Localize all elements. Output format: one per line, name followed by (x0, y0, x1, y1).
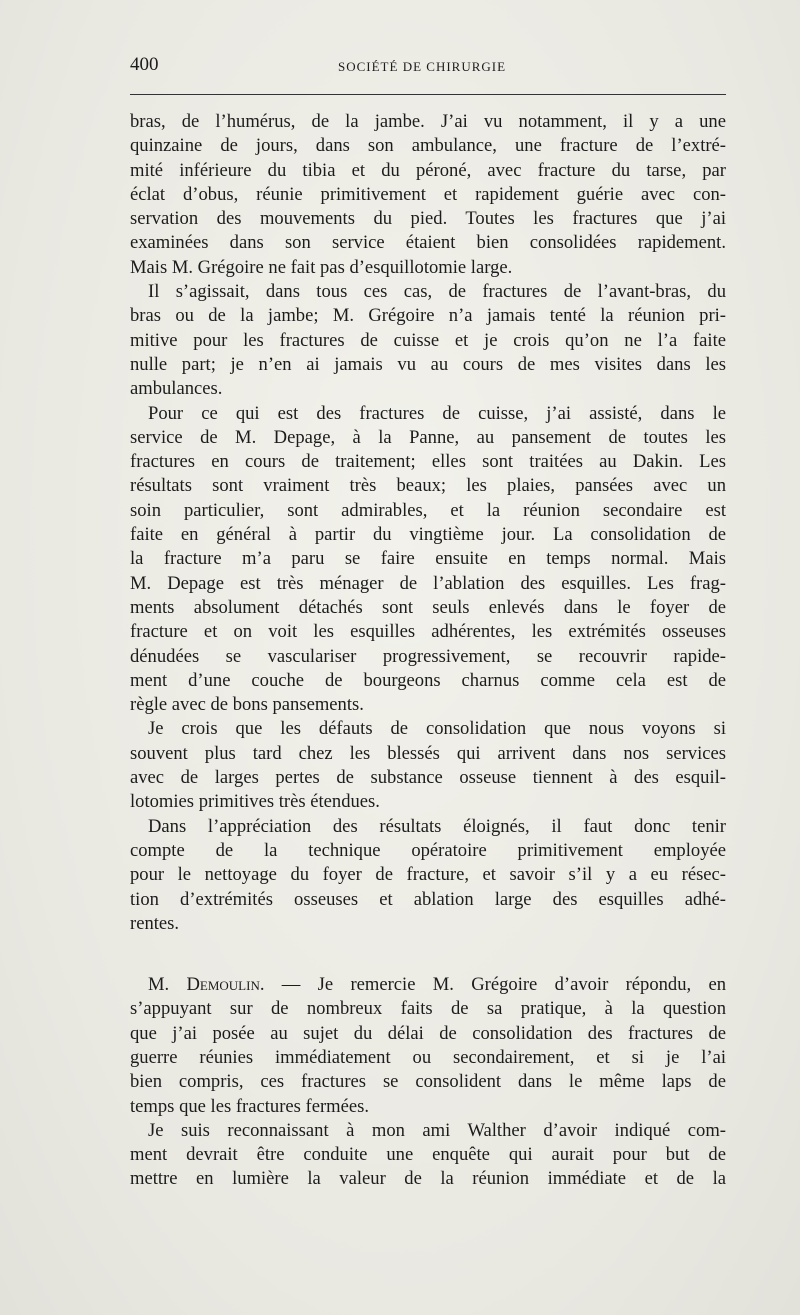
text-line: service de M. Depage, à la Panne, au pansement de toutes les (130, 426, 726, 448)
speaker-name: M. Demoulin. (148, 974, 265, 996)
paragraph-2 (130, 280, 726, 401)
text-line: souvent plus tard chez les blessés qui arrivent dans nos services (130, 742, 726, 764)
text-line: nulle part; je n’en ai jamais vu au cours de mes visites dans les (130, 353, 726, 375)
text-line: faite en général à partir du vingtième jour. La consolidation de (130, 524, 726, 546)
text-line: mité inférieure du tibia et du péroné, avec fracture du tarse, par (130, 159, 726, 181)
text-line: lotomies primitives très étendues. (130, 791, 380, 813)
text-line: résultats sont vraiment très beaux; les plaies, pansées avec un (130, 475, 726, 497)
text-line: Il s’agissait, dans tous ces cas, de fractures de l’avant-bras, du (148, 281, 726, 303)
text-line: ment devrait être conduite une enquête qui aurait pour but de (130, 1144, 726, 1166)
text-line: Je crois que les défauts de consolidation que nous voyons si (148, 718, 726, 740)
text-line: Mais M. Grégoire ne fait pas d’esquillotomie large. (130, 256, 513, 278)
final-paragraph (130, 1119, 726, 1192)
text-line: bras ou de la jambe; M. Grégoire n’a jamais tenté la réunion pri- (130, 305, 726, 327)
text-line: servation des mouvements du pied. Toutes les fractures que j’ai (130, 208, 726, 230)
running-title: SOCIÉTÉ DE CHIRURGIE (338, 59, 507, 74)
text-line: Pour ce qui est des fractures de cuisse, j’ai assisté, dans le (148, 402, 726, 424)
text-line: bien compris, ces fractures se consolident dans le même laps de (130, 1071, 726, 1093)
text-line: ments absolument détachés sont seuls enlevés dans le foyer de (130, 596, 726, 618)
text-line: fracture et on voit les esquilles adhérentes, les extrémités osseuses (130, 621, 726, 643)
paragraph-5 (130, 815, 726, 936)
paragraph-3 (130, 402, 726, 718)
page-number: 400 (130, 54, 159, 75)
paragraph-4 (130, 717, 726, 814)
demoulin-paragraph (130, 973, 726, 1119)
text-line: dénudées se vasculariser progressivement, se recouvrir rapide- (130, 645, 726, 667)
speaker-text: — Je remercie M. Grégoire d’avoir répondu, en (281, 974, 726, 996)
paragraph-1 (130, 110, 726, 280)
text-line: mettre en lumière la valeur de la réunion immédiate et de la (130, 1168, 726, 1190)
text-line: la fracture m’a paru se faire ensuite en temps normal. Mais (130, 548, 726, 570)
text-line (130, 973, 726, 997)
section-gap (130, 936, 726, 973)
text-line: que j’ai posée au sujet du délai de consolidation des fractures de (130, 1022, 726, 1044)
text-line: s’appuyant sur de nombreux faits de sa pratique, à la question (130, 998, 726, 1020)
body-text (130, 110, 726, 1192)
page-header (130, 54, 726, 78)
text-line: mitive pour les fractures de cuisse et je crois qu’on ne l’a faite (130, 329, 726, 351)
text-line: tion d’extrémités osseuses et ablation large des esquilles adhé- (130, 888, 726, 910)
text-line: ment d’une couche de bourgeons charnus comme cela est de (130, 669, 726, 691)
text-line: guerre réunies immédiatement ou secondairement, et si je l’ai (130, 1046, 726, 1068)
text-line: pour le nettoyage du foyer de fracture, et savoir s’il y a eu résec- (130, 864, 726, 886)
text-line: Je suis reconnaissant à mon ami Walther d’avoir indiqué com- (148, 1119, 726, 1141)
text-line: M. Depage est très ménager de l’ablation des esquilles. Les frag- (130, 572, 726, 594)
text-line: ambulances. (130, 378, 223, 400)
text-line: quinzaine de jours, dans son ambulance, une fracture de l’extré- (130, 135, 726, 157)
text-line: soin particulier, sont admirables, et la réunion secondaire est (130, 499, 726, 521)
text-line: Dans l’appréciation des résultats éloignés, il faut donc tenir (148, 815, 726, 837)
text-line: compte de la technique opératoire primitivement employée (130, 839, 726, 861)
text-line: bras, de l’humérus, de la jambe. J’ai vu notamment, il y a une (130, 111, 726, 132)
text-line: fractures en cours de traitement; elles sont traitées au Dakin. Les (130, 451, 726, 473)
text-line: temps que les fractures fermées. (130, 1095, 370, 1117)
text-line: avec de larges pertes de substance osseuse tiennent à des esquil- (130, 767, 726, 789)
header-rule (130, 94, 726, 95)
text-line: éclat d’obus, réunie primitivement et rapidement guérie avec con- (130, 183, 726, 205)
text-line: règle avec de bons pansements. (130, 694, 364, 716)
text-line: rentes. (130, 912, 180, 934)
text-line: examinées dans son service étaient bien consolidées rapidement. (130, 232, 726, 254)
